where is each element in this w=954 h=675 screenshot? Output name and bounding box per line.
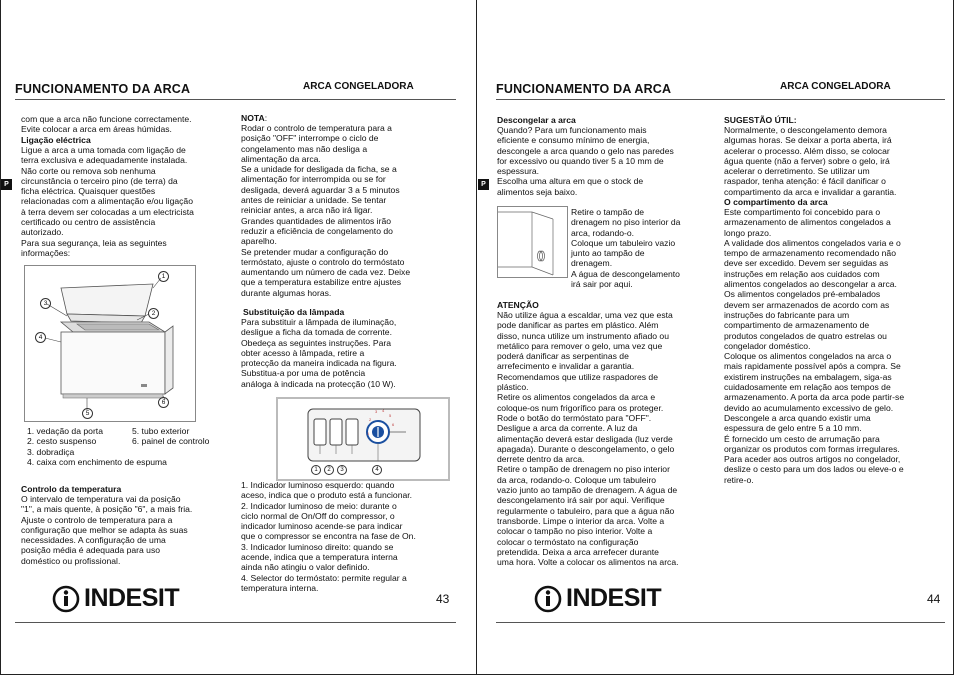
dial-number-4: 4 bbox=[382, 408, 385, 413]
dial-number-2: 2 bbox=[369, 417, 372, 422]
panel-label-4: 4 bbox=[372, 465, 382, 475]
freezer-legend-b: 5. tubo exterior 6. painel de controlo bbox=[132, 426, 210, 447]
right-page-number: 44 bbox=[927, 592, 941, 606]
left-heading-controlo: Controlo da temperatura bbox=[21, 484, 122, 494]
right-compartimento-text: Este compartimento foi concebido para o armazenamento de alimentos congelados a longo prazo. A validade dos alimentos congelados varia e o tempo de armazenamento recomendado não deve ser excedido. Devem ser seguidas as instruções em relação aos cuidados com alimentos congelados ao descongelar a arca. Os alimentos congelados pré-embalados devem ser armazenados de acordo com as instruções do fabricante para um compartimento de armazenamento de produtos congelados de quatro estrelas ou congelador doméstico. Coloque os alimentos congelados na arca o mais rapidamente possível após a compra. Se existirem instruções na embalagem, siga-as cuidadosamente em relação aos tempos de armazenamento. A porta da arca pode partir-se devido ao acumulamento excessivo de gelo. Descongele a arca quando existir uma espessura de gelo entre 5 a 10 mm. É fornecido um cesto de arrumação para organizar os produtos com formas irregulares. Para aceder aos outros artigos no congelador, deslize o cesto para um dos lados ou eleve-o e retire-o. bbox=[724, 207, 905, 485]
control-panel-figure bbox=[276, 397, 450, 481]
left-ligacao-text: Ligue a arca a uma tomada com ligação de terra exclusiva e adequadamente instalada. Não corte ou remova sob nenhuma circunstância o terceiro pino (de terra) da ficha eléctrica. Quaisquer questões relacionadas com a alimentação e/ou ligação à terra devem ser colocadas a um electricista certificado ou centro de assistência autorizado. Para sua segurança, leia as seguintes informações: bbox=[21, 145, 194, 258]
right-heading-compartimento: O compartimento da arca bbox=[724, 197, 828, 207]
panel-label-2: 2 bbox=[324, 465, 334, 475]
drain-illustration bbox=[498, 207, 567, 277]
left-header-rule bbox=[15, 99, 456, 100]
left-page-subtitle: ARCA CONGELADORA bbox=[303, 81, 414, 92]
left-language-tab: P bbox=[1, 179, 12, 190]
panel-label-1: 1 bbox=[311, 465, 321, 475]
panel-label-3: 3 bbox=[337, 465, 347, 475]
left-footer-rule bbox=[15, 622, 456, 623]
right-header-rule bbox=[496, 99, 945, 100]
frame-left bbox=[0, 0, 1, 675]
right-atencao-text: Não utilize água a escaldar, uma vez que esta pode danificar as partes em plástico. Além disso, nunca utilize um instrumento afiado ou metálico para remover o gelo, uma vez que poderá danificar as serpentinas de arrefecimento e invalidar a garantia. Recomendamos que utilize raspadores de plástico. Retire os alimentos congelados da arca e coloque-os num frigorífico para os proteger. Rode o botão do termóstato para "OFF". Desligue a arca da corrente. A luz da alimentação deverá estar desligada (luz verde apagada). Durante o descongelamento, o gelo derrete dentro da arca. Retire o tampão de drenagem no piso interior da arca, rodando-o. Coloque um tabuleiro vazio junto ao tampão de drenagem. A água de descongelamento irá sair por aqui. Verifique regularmente o tabuleiro, para que a água não transborde. Limpe o interior da arca. Volte a colocar o tampão no piso interior. Volte a colocar o termóstato na configuração pretendida. Deixa a arca arrefecer durante uma hora. Volte a colocar os alimentos na arca. bbox=[497, 310, 679, 568]
left-heading-ligacao: Ligação eléctrica bbox=[21, 135, 91, 145]
left-heading-lampada: Substituição da lâmpada bbox=[243, 307, 345, 317]
left-controlo-text: O intervalo de temperatura vai da posição "1", a mais quente, à posição "6", a mais fria. Ajuste o controlo de temperatura para a configuração que melhor se adapta às suas necessidades. A configuração de uma posição média é adequada para uso doméstico ou profissional. bbox=[21, 494, 193, 566]
freezer-legend-a: 1. vedação da porta 2. cesto suspenso 3. dobradiça 4. caixa com enchimento de espuma bbox=[27, 426, 167, 467]
left-nota-text: Rodar o controlo de temperatura para a posição "OFF" interrompe o ciclo de congelamento mas não desliga a alimentação da arca. Se a unidade for desligada da ficha, se a alimentação for interrompida ou se for desligada, deverá aguardar 3 a 5 minutos antes de reiniciar a unidade. Se tentar reiniciar antes, a arca não irá ligar. Grandes quantidades de alimentos irão reduzir a eficiência de congelamento do aparelho. Se pretender mudar a configuração do termóstato, ajuste o controlo do termóstato aumentando um número de cada vez. Deixe que a temperatura estabilize entre ajustes durante algumas horas. bbox=[241, 123, 411, 298]
right-page-title: FUNCIONAMENTO DA ARCA bbox=[496, 82, 672, 96]
right-heading-atencao: ATENÇÃO bbox=[497, 300, 539, 310]
drain-figure bbox=[497, 206, 568, 278]
right-descongelar-text: Quando? Para um funcionamento mais eficiente e consumo mínimo de energia, descongele a arca quando o gelo nas paredes for excessivo ou quando tiver 5 a 10 mm de espessura. Escolha uma altura em que o stock de alimentos seja baixo. bbox=[497, 125, 674, 197]
left-heading-nota: NOTA: bbox=[241, 113, 268, 123]
freezer-figure bbox=[24, 265, 196, 422]
left-page-number: 43 bbox=[436, 592, 450, 606]
indesit-logo-icon bbox=[534, 585, 562, 613]
right-page-subtitle: ARCA CONGELADORA bbox=[780, 81, 891, 92]
left-lampada-text: Para substituir a lâmpada de iluminação, desligue a ficha da tomada de corrente. Obedeça as seguintes instruções. Para obter acesso à lâmpada, retire a protecção da maneira indicada na figura. Substitua-a por uma de potência análoga à indicada na protecção (10 W). bbox=[241, 317, 397, 389]
freezer-illustration bbox=[25, 266, 195, 421]
frame-center bbox=[476, 0, 477, 675]
left-intro-text: com que a arca não funcione correctamente. Evite colocar a arca em áreas húmidas. bbox=[21, 114, 192, 135]
control-panel-illustration bbox=[278, 399, 448, 479]
callout-5: 5 bbox=[82, 408, 93, 419]
left-page-title: FUNCIONAMENTO DA ARCA bbox=[15, 82, 191, 96]
left-indicadores-text: 1. Indicador luminoso esquerdo: quando aceso, indica que o produto está a funcionar. 2. Indicador luminoso de meio: durante o ciclo normal de On/Off do compressor, o indicador luminoso acende-se para indicar que o compressor se encontra na fase de On. 3. Indicador luminoso direito: quando se acende, indica que a temperatura interna ainda não atingiu o valor definido. 4. Selector do termóstato: permite regular a temperatura interna. bbox=[241, 480, 416, 593]
callout-6: 6 bbox=[158, 397, 169, 408]
right-heading-sugestao: SUGESTÃO ÚTIL: bbox=[724, 115, 797, 125]
right-figura-text: Retire o tampão de drenagem no piso interior da arca, rodando-o. Coloque um tabuleiro vazio junto ao tampão de drenagem. A água de descongelamento irá sair por aqui. bbox=[571, 207, 681, 290]
dial-number-3: 3 bbox=[375, 409, 378, 414]
right-footer-rule bbox=[496, 622, 945, 623]
dial-number-5: 5 bbox=[389, 413, 392, 418]
right-brand-logo bbox=[534, 584, 661, 613]
indesit-logo-icon bbox=[52, 585, 80, 613]
right-brand-wordmark: INDESIT bbox=[566, 584, 662, 612]
callout-2: 2 bbox=[148, 308, 159, 319]
right-sugestao-text: Normalmente, o descongelamento demora algumas horas. Se deixar a porta aberta, irá acelerar o processo. Além disso, se colocar água quente (não a ferver) sobre o gelo, irá acelerar o derretimento. Se utilizar um raspador, tenha atenção: é fácil danificar o compartimento da arca e invalidar a garantia. bbox=[724, 125, 897, 197]
callout-4: 4 bbox=[35, 332, 46, 343]
right-language-tab: P bbox=[478, 179, 489, 190]
dial-number-1: 1 bbox=[367, 431, 370, 436]
callout-3: 3 bbox=[40, 298, 51, 309]
left-brand-wordmark: INDESIT bbox=[84, 584, 180, 612]
left-brand-logo bbox=[52, 584, 179, 613]
dial-number-6: 6 bbox=[392, 422, 395, 427]
callout-1: 1 bbox=[158, 271, 169, 282]
right-heading-descongelar: Descongelar a arca bbox=[497, 115, 576, 125]
